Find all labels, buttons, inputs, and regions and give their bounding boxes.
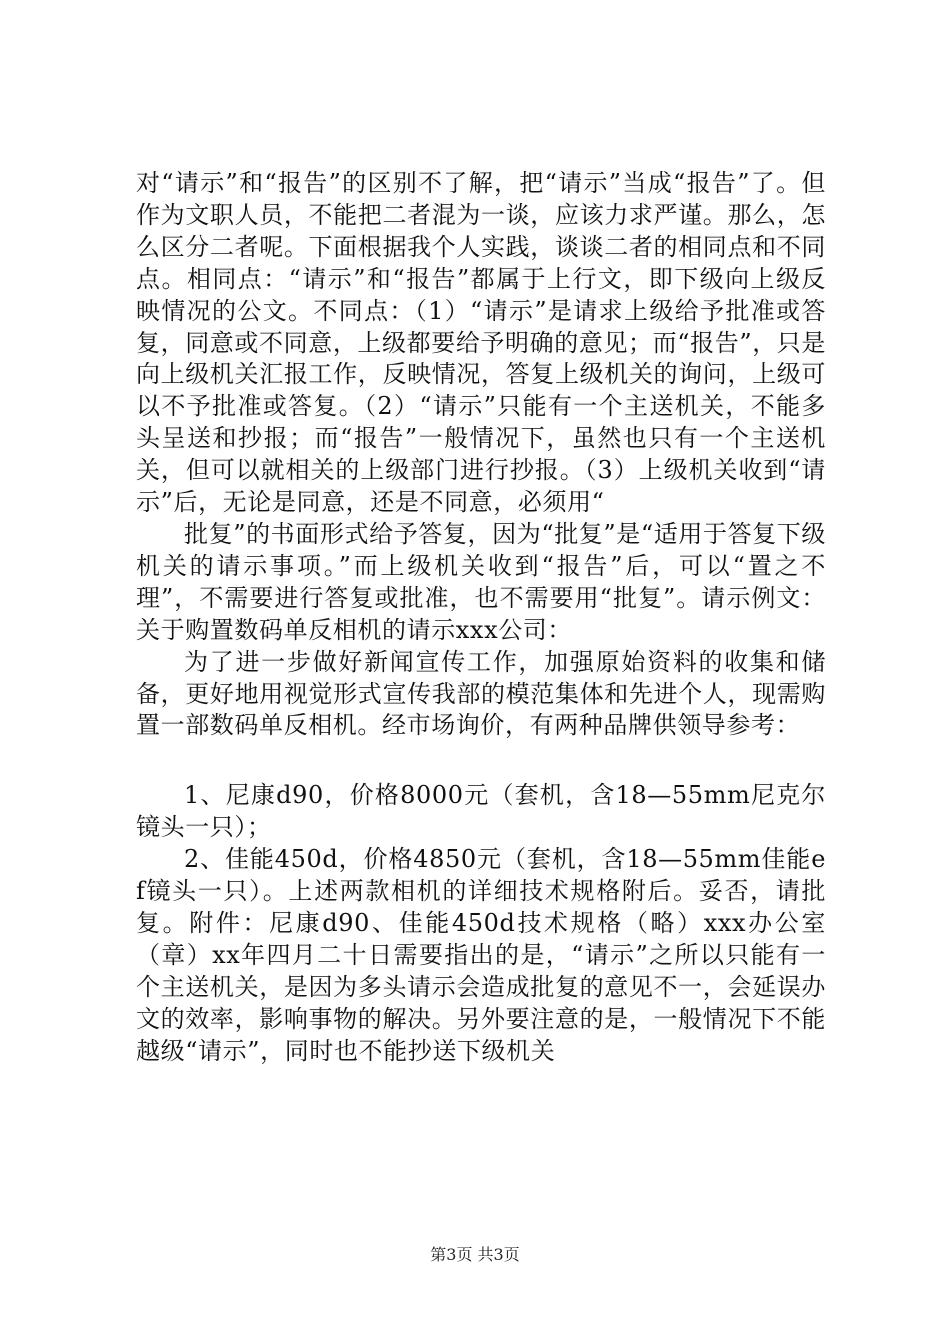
- paragraph-1: 对“请示”和“报告”的区别不了解，把“请示”当成“报告”了。但作为文职人员，不能把二者混为一谈，应该力求严谨。那么，怎么区分二者呢。下面根据我个人实践，谈谈二者的相同点和不同点。相同点：“请示”和“报告”都属于上行文，即下级向上级反映情况的公文。不同点：（1）“请示”是请求上级给予批准或答复，同意或不同意，上级都要给予明确的意见；而“报告”，只是向上级机关汇报工作，反映情况，答复上级机关的询问，上级可以不予批准或答复。（2）“请示”只能有一个主送机关，不能多头呈送和抄报；而“报告”一般情况下，虽然也只有一个主送机关，但可以就相关的上级部门进行抄报。（3）上级机关收到“请示”后，无论是同意，还是不同意，必须用“: [136, 169, 826, 517]
- page-number-footer: 第3页 共3页: [430, 1245, 520, 1264]
- paragraph-2: 批复”的书面形式给予答复，因为“批复”是“适用于答复下级机关的请示事项。”而上级机关收到“报告”后，可以“置之不理”，不需要进行答复或批准，也不需要用“批复”。请示例文：关于购置数码单反相机的请示xxx公司：: [136, 519, 826, 644]
- paragraph-gap: [136, 742, 826, 780]
- paragraph-3: 为了进一步做好新闻宣传工作，加强原始资料的收集和储备，更好地用视觉形式宣传我部的模范集体和先进个人，现需购置一部数码单反相机。经市场询价，有两种品牌供领导参考：: [136, 647, 826, 740]
- document-body: [136, 168, 826, 1067]
- paragraph-5: 2、佳能450d，价格4850元（套机，含18—55mm佳能ef镜头一只）。上述两款相机的详细技术规格附后。妥否，请批复。附件：尼康d90、佳能450d技术规格（略）xxx办公室（章）xx年四月二十日需要指出的是，“请示”之所以只能有一个主送机关，是因为多头请示会造成批复的意见不一，会延误办文的效率，影响事物的解决。另外要注意的是，一般情况下不能越级“请示”，同时也不能抄送下级机关: [136, 845, 826, 1065]
- paragraph-4: 1、尼康d90，价格8000元（套机，含18—55mm尼克尔镜头一只）；: [136, 781, 826, 842]
